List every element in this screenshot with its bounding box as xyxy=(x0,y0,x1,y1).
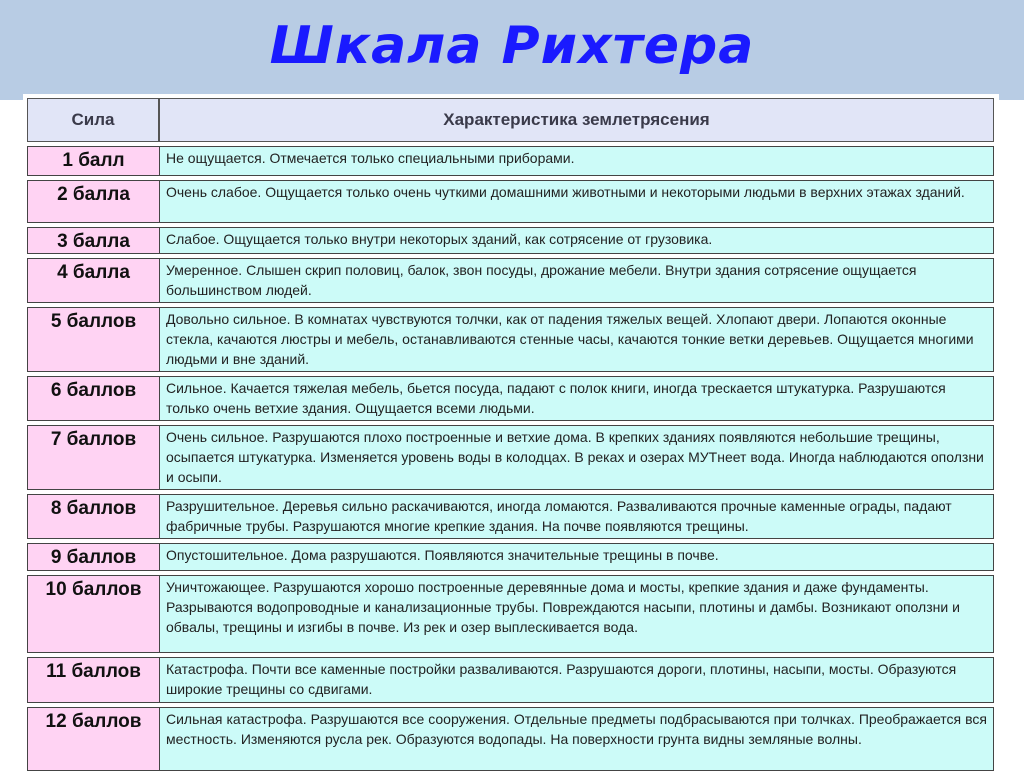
force-cell: 9 баллов xyxy=(27,543,159,571)
table-row xyxy=(27,180,994,223)
force-cell: 5 баллов xyxy=(27,307,159,372)
description-cell: Уничтожающее. Разрушаются хорошо построенные деревянные дома и мосты, крепкие здания и даже фундаменты. Разрываются водопроводные и канализационные трубы. Повреждаются насыпи, плотины и дамбы. Возникают оползни и обвалы, трещины и изгибы в почве. Из рек и озер выплескивается вода. xyxy=(159,575,994,653)
table-row xyxy=(27,494,994,539)
description-cell: Катастрофа. Почти все каменные постройки разваливаются. Разрушаются дороги, плотины, насыпи, мосты. Образуются широкие трещины со сдвигами. xyxy=(159,657,994,703)
description-cell: Не ощущается. Отмечается только специальными приборами. xyxy=(159,146,994,176)
description-cell: Слабое. Ощущается только внутри некоторых зданий, как сотрясение от грузовика. xyxy=(159,227,994,254)
description-cell: Довольно сильное. В комнатах чувствуются толчки, как от падения тяжелых вещей. Хлопают двери. Лопаются оконные стекла, качаются люстры и мебель, останавливаются стенные часы, качаются тонкие ветки деревьев. Ощущается многими людьми и вне зданий. xyxy=(159,307,994,372)
table-row xyxy=(27,425,994,490)
table-row xyxy=(27,575,994,653)
force-cell: 7 баллов xyxy=(27,425,159,490)
table-row xyxy=(27,376,994,421)
header-description: Характеристика землетрясения xyxy=(159,98,994,142)
table-row xyxy=(27,258,994,303)
table-header-row xyxy=(27,98,994,142)
description-cell: Опустошительное. Дома разрушаются. Появляются значительные трещины в почве. xyxy=(159,543,994,571)
table-row xyxy=(27,707,994,771)
table-row xyxy=(27,307,994,372)
force-cell: 11 баллов xyxy=(27,657,159,703)
table-row xyxy=(27,543,994,571)
richter-table xyxy=(27,94,994,775)
force-cell: 4 балла xyxy=(27,258,159,303)
description-cell: Умеренное. Слышен скрип половиц, балок, звон посуды, дрожание мебели. Внутри здания сотрясение ощущается большинством людей. xyxy=(159,258,994,303)
force-cell: 12 баллов xyxy=(27,707,159,771)
header-force: Сила xyxy=(27,98,159,142)
table-row xyxy=(27,657,994,703)
description-cell: Очень слабое. Ощущается только очень чуткими домашними животными и некоторыми людьми в верхних этажах зданий. xyxy=(159,180,994,223)
table-frame xyxy=(23,94,999,767)
description-cell: Сильная катастрофа. Разрушаются все сооружения. Отдельные предметы подбрасываются при толчках. Преображается вся местность. Изменяются русла рек. Образуются водопады. На поверхности грунта видны земляные волны. xyxy=(159,707,994,771)
description-cell: Сильное. Качается тяжелая мебель, бьется посуда, падают с полок книги, иногда трескается штукатурка. Разрушаются только очень ветхие здания. Ощущается всеми людьми. xyxy=(159,376,994,421)
force-cell: 8 баллов xyxy=(27,494,159,539)
table-row xyxy=(27,227,994,254)
page-title: Шкала Рихтера xyxy=(269,16,755,76)
force-cell: 1 балл xyxy=(27,146,159,176)
force-cell: 2 балла xyxy=(27,180,159,223)
force-cell: 10 баллов xyxy=(27,575,159,653)
force-cell: 6 баллов xyxy=(27,376,159,421)
description-cell: Разрушительное. Деревья сильно раскачиваются, иногда ломаются. Разваливаются прочные каменные ограды, падают фабричные трубы. Разрушаются многие крепкие здания. На почве появляются трещины. xyxy=(159,494,994,539)
table-row xyxy=(27,146,994,176)
description-cell: Очень сильное. Разрушаются плохо построенные и ветхие дома. В крепких зданиях появляются небольшие трещины, осыпается штукатурка. Изменяется уровень воды в колодцах. В реках и озерах МУТнеет вода. Иногда наблюдаются оползни и осыпи. xyxy=(159,425,994,490)
force-cell: 3 балла xyxy=(27,227,159,254)
